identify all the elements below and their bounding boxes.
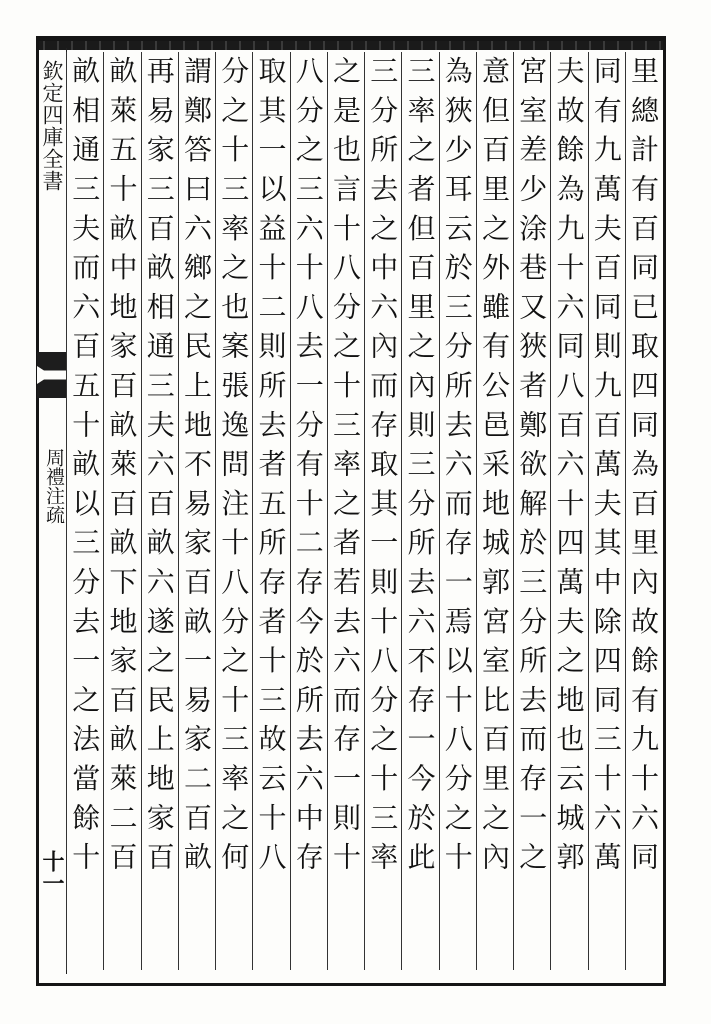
text-column: 取其一以益十二則所去者五所存者十三故云十八 <box>252 52 289 970</box>
text-column: 三率之者但百里之內則三分所去六不存一今於此 <box>401 52 438 970</box>
text-column: 意但百里之外雖有公邑采地城郭宮室比百里之內 <box>476 52 513 970</box>
text-column: 宮室差少涂巷又狹者鄭欲解於三分所去而存一之 <box>513 52 550 970</box>
text-column: 里總計有百同已取四同為百里內故餘有九十六同 <box>625 52 662 970</box>
text-column: 夫故餘為九十六同八百六十四萬夫之地也云城郭 <box>550 52 587 970</box>
text-columns <box>66 52 662 970</box>
text-column: 畝萊五十畝中地家百畝萊百畝下地家百畝萊二百 <box>103 52 140 970</box>
series-title: 欽定四庫全書 <box>40 60 64 192</box>
text-column: 為狹少耳云於三分所去六而存一焉以十八分之十 <box>439 52 476 970</box>
text-column: 分之十三率之也案張逸問注十八分之十三率之何 <box>215 52 252 970</box>
page-number: 十一 <box>39 850 65 894</box>
text-column: 之是也言十八分之十三率之者若去六而存一則十 <box>327 52 364 970</box>
text-column: 謂鄭答曰六鄉之民上地不易家百畝一易家二百畝 <box>178 52 215 970</box>
margin-column <box>37 50 66 980</box>
text-column: 八分之三六十八去一分有十二存今於所去六中存 <box>290 52 327 970</box>
text-column: 畝相通三夫而六百五十畝以三分去一之法當餘十 <box>66 52 103 970</box>
fishtail-mark-icon <box>37 352 66 398</box>
book-title: 周禮注疏 <box>43 448 65 524</box>
text-column: 三分所去之中六內而存取其一則十八分之十三率 <box>364 52 401 970</box>
text-column: 同有九萬夫百同則九百萬夫其中除四同三十六萬 <box>588 52 625 970</box>
text-column: 再易家三百畝相通三夫六百畝六遂之民上地家百 <box>141 52 178 970</box>
